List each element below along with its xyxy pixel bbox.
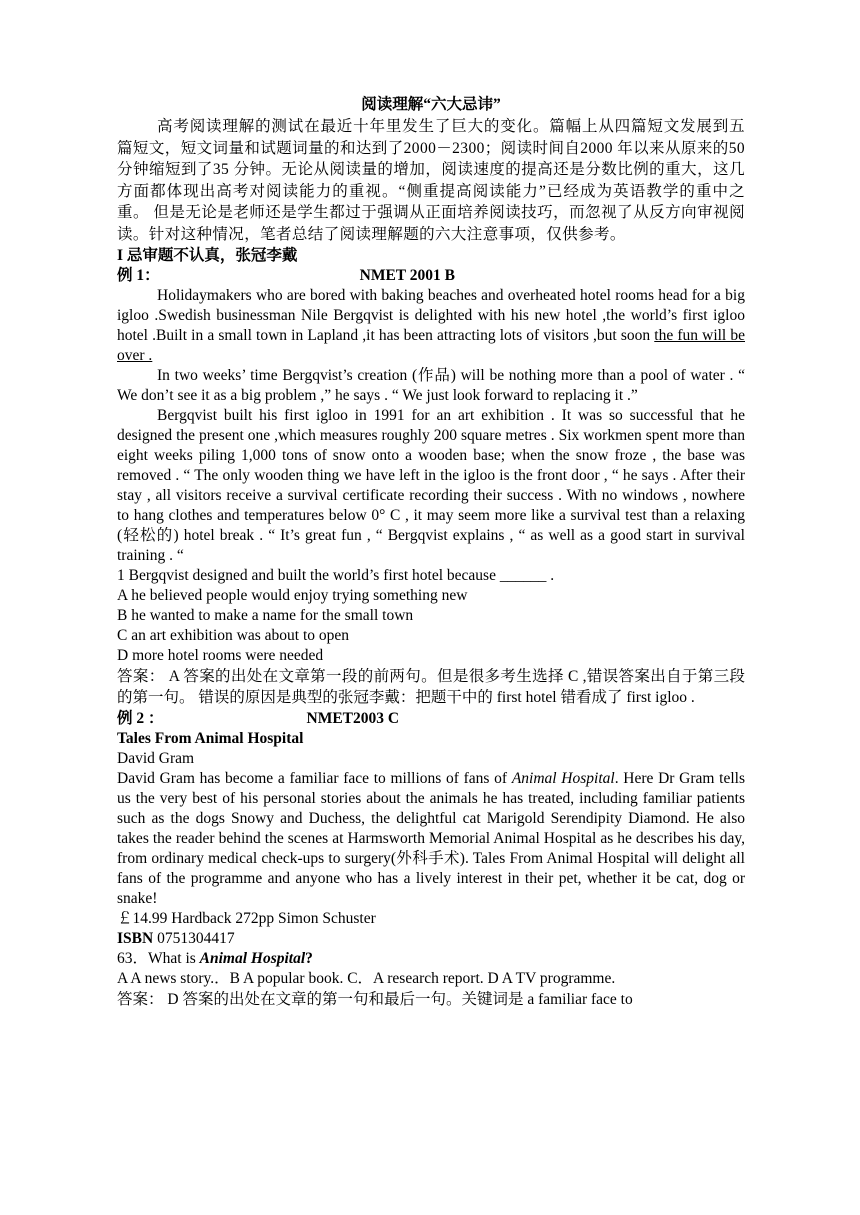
book-isbn <box>117 929 745 949</box>
intro-paragraph: 高考阅读理解的测试在最近十年里发生了巨大的变化。篇幅上从四篇短文发展到五篇短文，短文词量和试题词量的和达到了2000－2300；阅读时间自2000 年以来从原来的50分钟缩短到了35 分钟。无论从阅读量的增加，阅读速度的提高还是分数比例的重大，这几方面都体现出高考对阅读能力的重视。“侧重提高阅读能力”已经成为英语教学的重中之重。 但是无论是老师还是学生都过于强调从正面培养阅读技巧，而忽视了从反方向审视阅读。针对这种情况，笔者总结了阅读理解题的六大注意事项，仅供参考。 <box>117 118 745 243</box>
book-description <box>117 769 745 909</box>
passage-1-paragraph-1 <box>117 286 745 366</box>
passage-1-paragraph-2: In two weeks’ time Bergqvist’s creation (作品) will be nothing more than a pool of water . “ We don’t see it as a big problem ,” he says . “ We just look forward to replacing it .” <box>117 366 745 404</box>
question-63-suffix: ? <box>305 950 313 968</box>
passage-1-text: Holidaymakers who are bored with baking beaches and overheated hotel rooms head for a big igloo .Swedish businessman Nile Bergqvist is delighted with his new hotel ,the world’s first igloo hotel .Built in a small town in Lapland ,it has been attracting lots of visitors ,but soon <box>117 286 745 344</box>
page-title: 阅读理解“六大忌讳” <box>361 96 501 113</box>
passage-1-paragraph-3: Bergqvist built his first igloo in 1991 for an art exhibition . It was so successful that he designed the present one ,which measures roughly 200 square metres . Six workmen spent more than eight weeks piling 1,000 tons of snow onto a wooden base; when the snow froze , the base was removed . “ The only wooden thing we have left in the igloo is the front door , “ he says . After their stay , all visitors receive a survival certificate recording their success . With no windows , nowhere to hang clothes and temperatures below 0° C , it may seem more like a survival test than a relaxing (轻松的) hotel break . “ It’s great fun , “ Bergqvist explains , “ as well as a good start in survival training . “ <box>117 406 745 564</box>
option-b: B he wanted to make a name for the small town <box>117 606 414 624</box>
question-63-options: A A news story.．B A popular book. C．A research report. D A TV programme. <box>117 970 616 988</box>
isbn-label: ISBN <box>117 930 154 948</box>
book-title: Tales From Animal Hospital <box>117 730 304 748</box>
example-1-source: NMET 2001 B <box>359 266 455 284</box>
book-author: David Gram <box>117 750 195 768</box>
option-a: A he believed people would enjoy trying something new <box>117 586 468 604</box>
description-italic: Animal Hospital <box>511 770 615 788</box>
answer-2: 答案： D 答案的出处在文章的第一句和最后一句。关键词是 a familiar face to <box>117 991 633 1009</box>
section-heading-1: I 忌审题不认真，张冠李戴 <box>117 246 298 264</box>
question-63 <box>117 949 745 969</box>
book-price: ￡14.99 Hardback 272pp Simon Schuster <box>117 910 376 928</box>
isbn-value: 0751304417 <box>153 930 235 948</box>
example-2-source: NMET2003 C <box>306 710 400 728</box>
example-1-header <box>117 266 745 286</box>
document-body <box>117 94 745 1011</box>
description-text-2: . Here Dr Gram tells us the very best of his personal stories about the animals he has treated, including familiar patients such as the dogs Snowy and Duchess, the delightful cat Marigold Serendipity Diamond. He also takes the reader behind the scenes at Harmsworth Memorial Animal Hospital as he describes his day, from ordinary medical check-ups to surgery(外科手术). Tales From Animal Hospital will delight all fans of the programme and anyone who has a lively interest in their pet, whether it be cat, dog or snake! <box>117 770 746 908</box>
option-c: C an art exhibition was about to open <box>117 626 350 644</box>
underlined-phrase: the fun will be over . <box>117 326 745 364</box>
example-2-header <box>117 709 745 729</box>
example-2-label: 例 2 ： <box>117 710 164 728</box>
question-63-prefix: 63．What is <box>117 950 200 968</box>
description-text-1: David Gram has become a familiar face to millions of fans of <box>117 770 512 788</box>
question-1: 1 Bergqvist designed and built the world’s first hotel because ______ . <box>117 566 555 584</box>
example-1-label: 例 1： <box>117 266 160 284</box>
answer-1: 答案： A 答案的出处在文章第一段的前两句。但是很多考生选择 C ,错误答案出自于第三段的第一句。 错误的原因是典型的张冠李戴：把题干中的 first hotel 错看成了 first igloo . <box>117 667 745 707</box>
option-d: D more hotel rooms were needed <box>117 646 324 664</box>
question-63-italic: Animal Hospital <box>199 950 306 968</box>
